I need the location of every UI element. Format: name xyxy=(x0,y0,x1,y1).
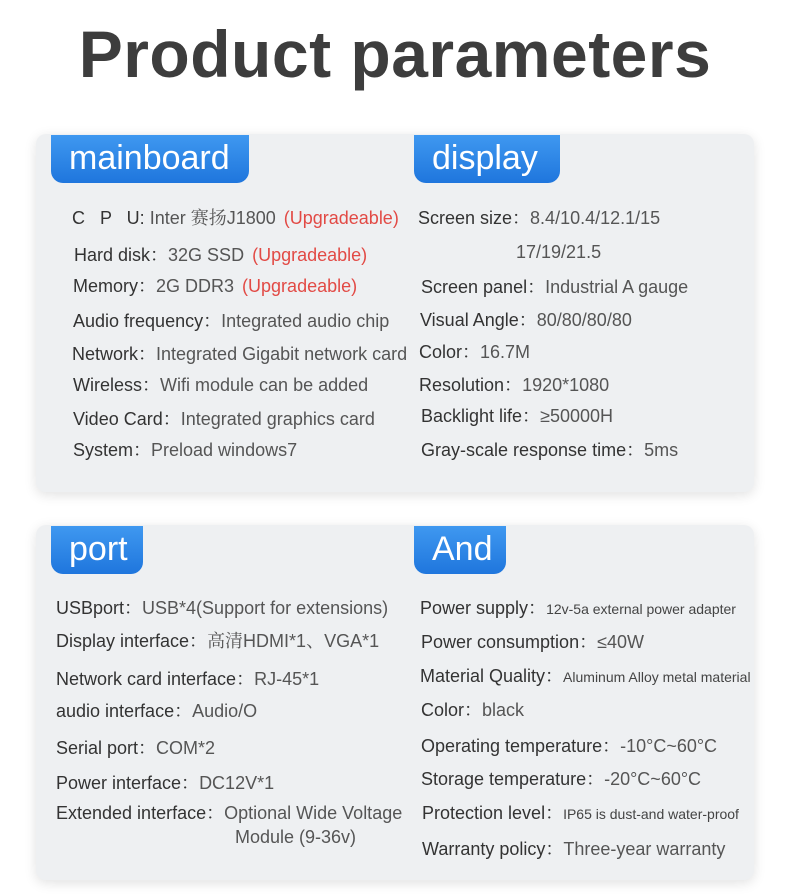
spec-label: USBport： xyxy=(56,598,143,618)
spec-value: Integrated audio chip xyxy=(221,311,390,331)
spec-label: Display interface： xyxy=(56,631,208,651)
list-item xyxy=(419,341,530,363)
spec-value: -10°C~60°C xyxy=(620,736,718,756)
spec-value: Module (9-36v) xyxy=(235,827,357,847)
spec-value: 17/19/21.5 xyxy=(516,242,602,262)
spec-label: Backlight life： xyxy=(421,406,541,426)
list-item xyxy=(73,408,375,430)
spec-value: black xyxy=(482,700,525,720)
spec-label: Material Quality： xyxy=(420,666,564,686)
spec-value: ≥50000H xyxy=(540,406,613,426)
spec-label: Video Card： xyxy=(73,409,181,429)
list-item xyxy=(421,405,613,427)
list-item xyxy=(422,838,725,860)
spec-value: 8.4/10.4/12.1/15 xyxy=(530,208,661,228)
list-item xyxy=(72,343,407,365)
list-item xyxy=(419,374,609,396)
list-item xyxy=(73,275,357,297)
spec-value-continued xyxy=(516,241,601,263)
spec-label: Screen size： xyxy=(418,208,531,228)
spec-label: Memory： xyxy=(73,276,157,296)
spec-value: DC12V*1 xyxy=(199,773,275,793)
spec-label: Screen panel： xyxy=(421,277,546,297)
spec-value: Integrated Gigabit network card xyxy=(156,344,408,364)
list-item xyxy=(421,631,644,653)
list-item xyxy=(422,802,739,825)
spec-value: 1920*1080 xyxy=(522,375,610,395)
list-item xyxy=(420,597,736,620)
list-item xyxy=(56,802,402,824)
list-item xyxy=(421,768,701,790)
spec-label: Power supply： xyxy=(420,598,547,618)
spec-value: COM*2 xyxy=(156,738,216,758)
list-item xyxy=(420,309,632,331)
spec-label: Visual Angle： xyxy=(420,310,537,330)
spec-value: ≤40W xyxy=(597,632,644,652)
list-item xyxy=(420,665,751,688)
list-item xyxy=(56,597,388,619)
spec-value: 高清HDMI*1、VGA*1 xyxy=(207,631,380,651)
list-item xyxy=(56,772,274,794)
list-item xyxy=(72,207,399,229)
spec-value: 80/80/80/80 xyxy=(536,310,632,330)
spec-value: 32G SSD xyxy=(168,245,245,265)
tab-display: display xyxy=(414,135,560,183)
spec-label: System： xyxy=(73,440,152,460)
spec-value: Preload windows7 xyxy=(151,440,298,460)
spec-label: Gray-scale response time： xyxy=(421,440,645,460)
spec-label: Protection level： xyxy=(422,803,564,823)
list-item xyxy=(56,668,319,690)
spec-value: -20°C~60°C xyxy=(604,769,702,789)
spec-label: Power interface： xyxy=(56,773,200,793)
upgrade-note: (Upgradeable) xyxy=(242,276,358,296)
spec-value: Three-year warranty xyxy=(563,839,726,859)
spec-value: Industrial A gauge xyxy=(545,277,689,297)
spec-label: Serial port： xyxy=(56,738,157,758)
spec-value: Wifi module can be added xyxy=(160,375,369,395)
list-item xyxy=(56,700,257,722)
list-item xyxy=(73,439,297,461)
spec-label: Wireless： xyxy=(73,375,161,395)
tab-port: port xyxy=(51,526,143,574)
spec-value: IP65 is dust-and water-proof xyxy=(563,806,739,822)
spec-value: 5ms xyxy=(644,440,679,460)
spec-label: Warranty policy： xyxy=(422,839,564,859)
spec-label: Hard disk： xyxy=(74,245,169,265)
spec-label: C P U: xyxy=(72,208,145,228)
list-item xyxy=(421,276,688,298)
spec-label: audio interface： xyxy=(56,701,193,721)
tab-mainboard: mainboard xyxy=(51,135,249,183)
spec-value: Audio/O xyxy=(192,701,258,721)
spec-value: Optional Wide Voltage xyxy=(224,803,403,823)
upgrade-note: (Upgradeable) xyxy=(252,245,368,265)
spec-value: RJ-45*1 xyxy=(254,669,320,689)
spec-label: Operating temperature： xyxy=(421,736,621,756)
list-item xyxy=(421,735,717,757)
list-item xyxy=(73,310,389,332)
spec-value: Inter 赛扬J1800 xyxy=(144,208,276,228)
list-item xyxy=(421,699,524,721)
spec-label: Extended interface： xyxy=(56,803,225,823)
list-item xyxy=(74,244,367,266)
list-item xyxy=(421,439,678,461)
spec-label: Audio frequency： xyxy=(73,311,222,331)
spec-label: Color： xyxy=(421,700,483,720)
spec-value: USB*4(Support for extensions) xyxy=(142,598,389,618)
list-item xyxy=(56,630,379,652)
spec-label: Network card interface： xyxy=(56,669,255,689)
spec-label: Color： xyxy=(419,342,481,362)
spec-value: Integrated graphics card xyxy=(180,409,375,429)
spec-label: Network： xyxy=(72,344,157,364)
spec-value: 16.7M xyxy=(480,342,531,362)
spec-label: Storage temperature： xyxy=(421,769,605,789)
list-item xyxy=(73,374,368,396)
spec-label: Power consumption： xyxy=(421,632,598,652)
list-item xyxy=(418,207,660,229)
spec-value: Aluminum Alloy metal material xyxy=(563,669,751,685)
page-title: Product parameters xyxy=(78,17,712,91)
tab-and: And xyxy=(414,526,506,574)
spec-value: 12v-5a external power adapter xyxy=(546,601,736,617)
list-item xyxy=(56,737,215,759)
spec-label: Resolution： xyxy=(419,375,523,395)
spec-value-continued xyxy=(235,826,356,848)
upgrade-note: (Upgradeable) xyxy=(283,208,399,228)
spec-value: 2G DDR3 xyxy=(156,276,235,296)
